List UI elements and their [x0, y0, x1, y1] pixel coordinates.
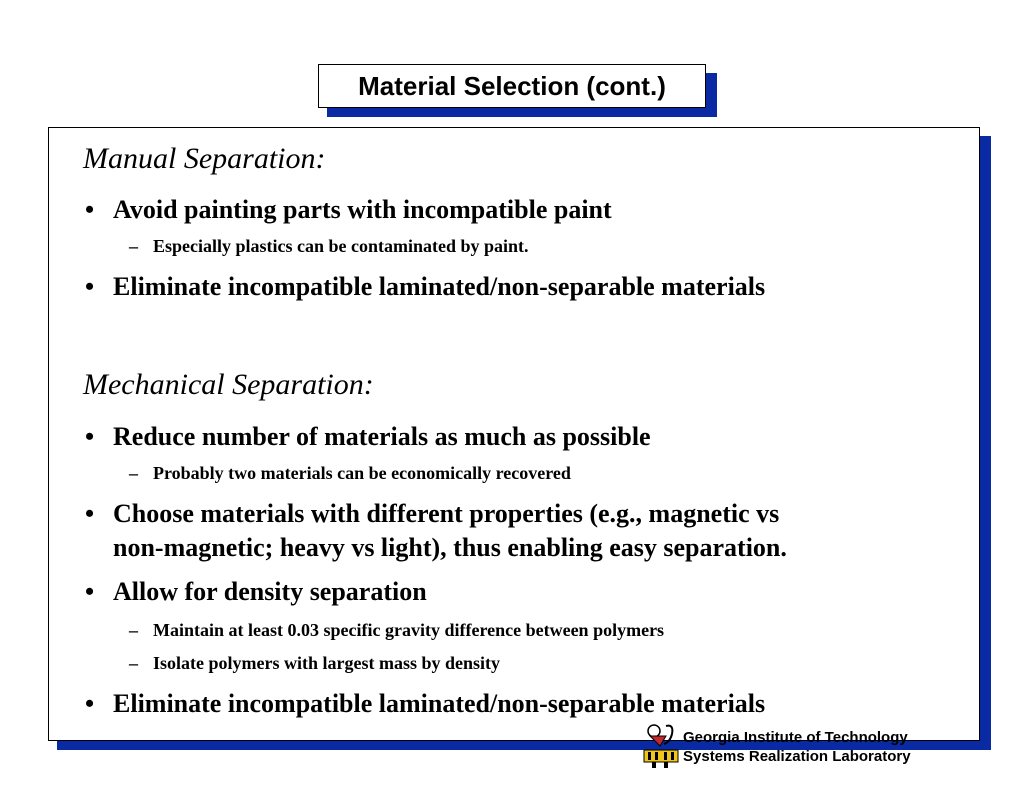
yellow-jacket-mascot-icon [642, 722, 680, 768]
bullet-text: Avoid painting parts with incompatible paint [113, 195, 612, 224]
bullet-text: Eliminate incompatible laminated/non-separable materials [113, 272, 766, 301]
sub-bullet-text: Isolate polymers with largest mass by density [153, 653, 500, 673]
bullet-glyph: • [85, 195, 95, 224]
bullet-text: Allow for density separation [113, 577, 427, 606]
bullet-text-line2: non-magnetic; heavy vs light), thus enabling easy separation. [113, 533, 787, 562]
bullet-glyph: • [85, 577, 95, 606]
bullet-text: Eliminate incompatible laminated/non-separable materials [113, 689, 766, 718]
sub-bullet-glyph: – [129, 620, 138, 640]
sub-bullet-text: Especially plastics can be contaminated by paint. [153, 236, 529, 256]
bullet-glyph: • [85, 499, 95, 528]
section-heading-mechanical: Mechanical Separation: [83, 368, 374, 401]
sub-bullet-text: Maintain at least 0.03 specific gravity difference between polymers [153, 620, 665, 640]
sub-bullet-glyph: – [129, 463, 138, 483]
bullet-glyph: • [85, 272, 95, 301]
footer-lab: Systems Realization Laboratory [683, 748, 911, 765]
section-heading-manual: Manual Separation: [83, 142, 326, 175]
sub-bullet-glyph: – [129, 236, 138, 256]
bullet-glyph: • [85, 689, 95, 718]
bullet-glyph: • [85, 422, 95, 451]
footer-institution: Georgia Institute of Technology [683, 729, 908, 746]
sub-bullet-glyph: – [129, 653, 138, 673]
sub-bullet-text: Probably two materials can be economically recovered [153, 463, 571, 483]
slide-title: Material Selection (cont.) [318, 64, 706, 108]
bullet-text-line1: Choose materials with different properties (e.g., magnetic vs [113, 499, 780, 528]
content-panel [48, 127, 980, 741]
bullet-text: Reduce number of materials as much as possible [113, 422, 651, 451]
